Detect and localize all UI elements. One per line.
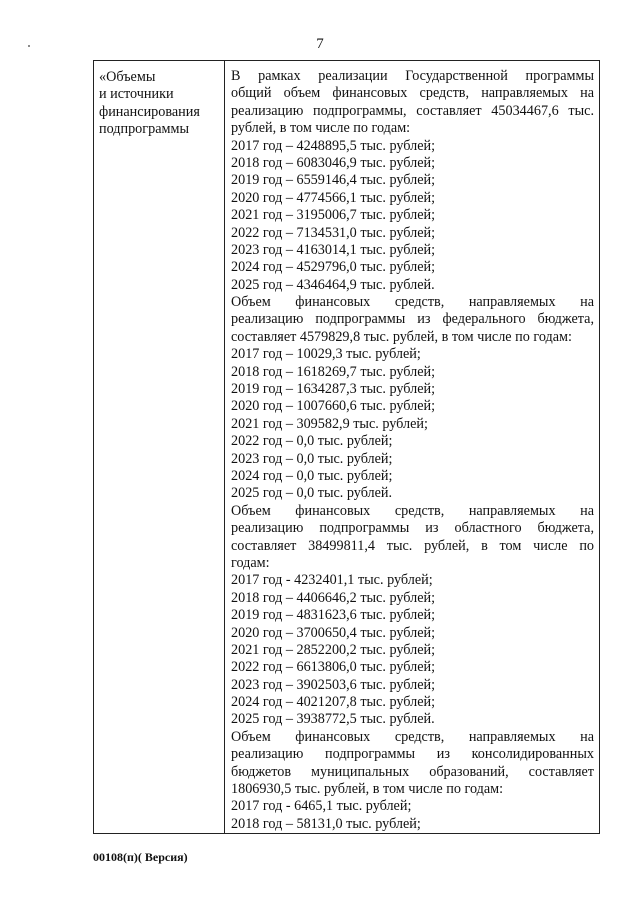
funding-text-line: 2018 год – 1618269,7 тыс. рублей; [231, 363, 436, 380]
funding-text-line: 2025 год – 0,0 тыс. рублей. [231, 485, 393, 502]
funding-text-line: Объем финансовых средств, направляемых на [231, 728, 594, 745]
funding-text-line: 2019 год – 1634287,3 тыс. рублей; [231, 381, 436, 398]
funding-text-line: составляет 38499811,4 тыс. рублей, в том числе по [231, 537, 594, 554]
funding-details-cell [231, 68, 594, 833]
funding-text-line: реализацию подпрограммы из областного бюджета, [231, 520, 594, 537]
page-number: 7 [316, 36, 324, 52]
funding-text-line: рублей, в том числе по годам: [231, 120, 411, 137]
funding-text-line: 2020 год – 3700650,4 тыс. рублей; [231, 624, 436, 641]
funding-text-line: 2017 год - 6465,1 тыс. рублей; [231, 798, 412, 815]
funding-text-line: 2019 год – 4831623,6 тыс. рублей; [231, 607, 436, 624]
funding-text-line: 2024 год – 4021207,8 тыс. рублей; [231, 694, 436, 711]
funding-text-line: 2023 год – 3902503,6 тыс. рублей; [231, 676, 436, 693]
row-heading-line: и источники [99, 86, 174, 103]
funding-text-line: 2018 год – 4406646,2 тыс. рублей; [231, 589, 436, 606]
funding-text-line: 2020 год – 4774566,1 тыс. рублей; [231, 189, 436, 206]
funding-text-line: 2020 год – 1007660,6 тыс. рублей; [231, 398, 436, 415]
funding-text-line: Объем финансовых средств, направляемых на [231, 294, 594, 311]
funding-text-line: 2022 год – 7134531,0 тыс. рублей; [231, 224, 436, 241]
funding-text-line: общий объем финансовых средств, направляемых на [231, 85, 594, 102]
funding-text-line: реализацию подпрограммы из федерального бюджета, [231, 311, 594, 328]
funding-text-line: 2023 год – 0,0 тыс. рублей; [231, 450, 393, 467]
funding-text-line: 2018 год – 58131,0 тыс. рублей; [231, 815, 421, 832]
funding-text-line: 2022 год – 0,0 тыс. рублей; [231, 433, 393, 450]
funding-text-line: 2021 год – 309582,9 тыс. рублей; [231, 415, 428, 432]
row-heading-line: «Объемы [99, 69, 156, 85]
funding-text-line: 2022 год – 6613806,0 тыс. рублей; [231, 659, 436, 676]
funding-text-line: бюджетов муниципальных образований, составляет [231, 763, 594, 780]
funding-text-line: реализацию подпрограммы, составляет 45034467,6 тыс. [231, 102, 594, 119]
document-version-code: 00108(п)( Версия) [93, 850, 188, 864]
funding-text-line: 1806930,5 тыс. рублей, в том числе по годам: [231, 781, 504, 798]
row-heading-line: подпрограммы [99, 121, 189, 138]
funding-text-line: 2017 год – 4248895,5 тыс. рублей; [231, 137, 436, 154]
funding-text-line: годам: [231, 554, 270, 571]
funding-text-line: 2017 год – 10029,3 тыс. рублей; [231, 346, 421, 363]
funding-text-line: 2021 год – 2852200,2 тыс. рублей; [231, 641, 436, 658]
funding-text-line: 2025 год – 4346464,9 тыс. рублей. [231, 276, 435, 293]
row-heading-line: финансирования [99, 103, 200, 120]
funding-text-line: 2021 год – 3195006,7 тыс. рублей; [231, 207, 436, 224]
row-heading-cell [99, 68, 223, 138]
funding-text-line: 2017 год - 4232401,1 тыс. рублей; [231, 572, 433, 589]
column-divider [224, 61, 225, 833]
funding-text-line: реализацию подпрограммы из консолидированных [231, 746, 594, 763]
funding-text-line: 2018 год – 6083046,9 тыс. рублей; [231, 154, 436, 171]
subprogram-funding-table [93, 60, 600, 834]
funding-text-line: составляет 4579829,8 тыс. рублей, в том числе по годам: [231, 328, 572, 345]
funding-text-line: 2023 год – 4163014,1 тыс. рублей; [231, 241, 436, 258]
funding-text-line: Объем финансовых средств, направляемых на [231, 502, 594, 519]
funding-text-line: 2025 год – 3938772,5 тыс. рублей. [231, 711, 435, 728]
funding-text-line: 2024 год – 0,0 тыс. рублей; [231, 467, 393, 484]
funding-text-line: В рамках реализации Государственной программы [231, 68, 594, 84]
funding-text-line: 2024 год – 4529796,0 тыс. рублей; [231, 259, 436, 276]
funding-text-line: 2019 год – 6559146,4 тыс. рублей; [231, 172, 436, 189]
